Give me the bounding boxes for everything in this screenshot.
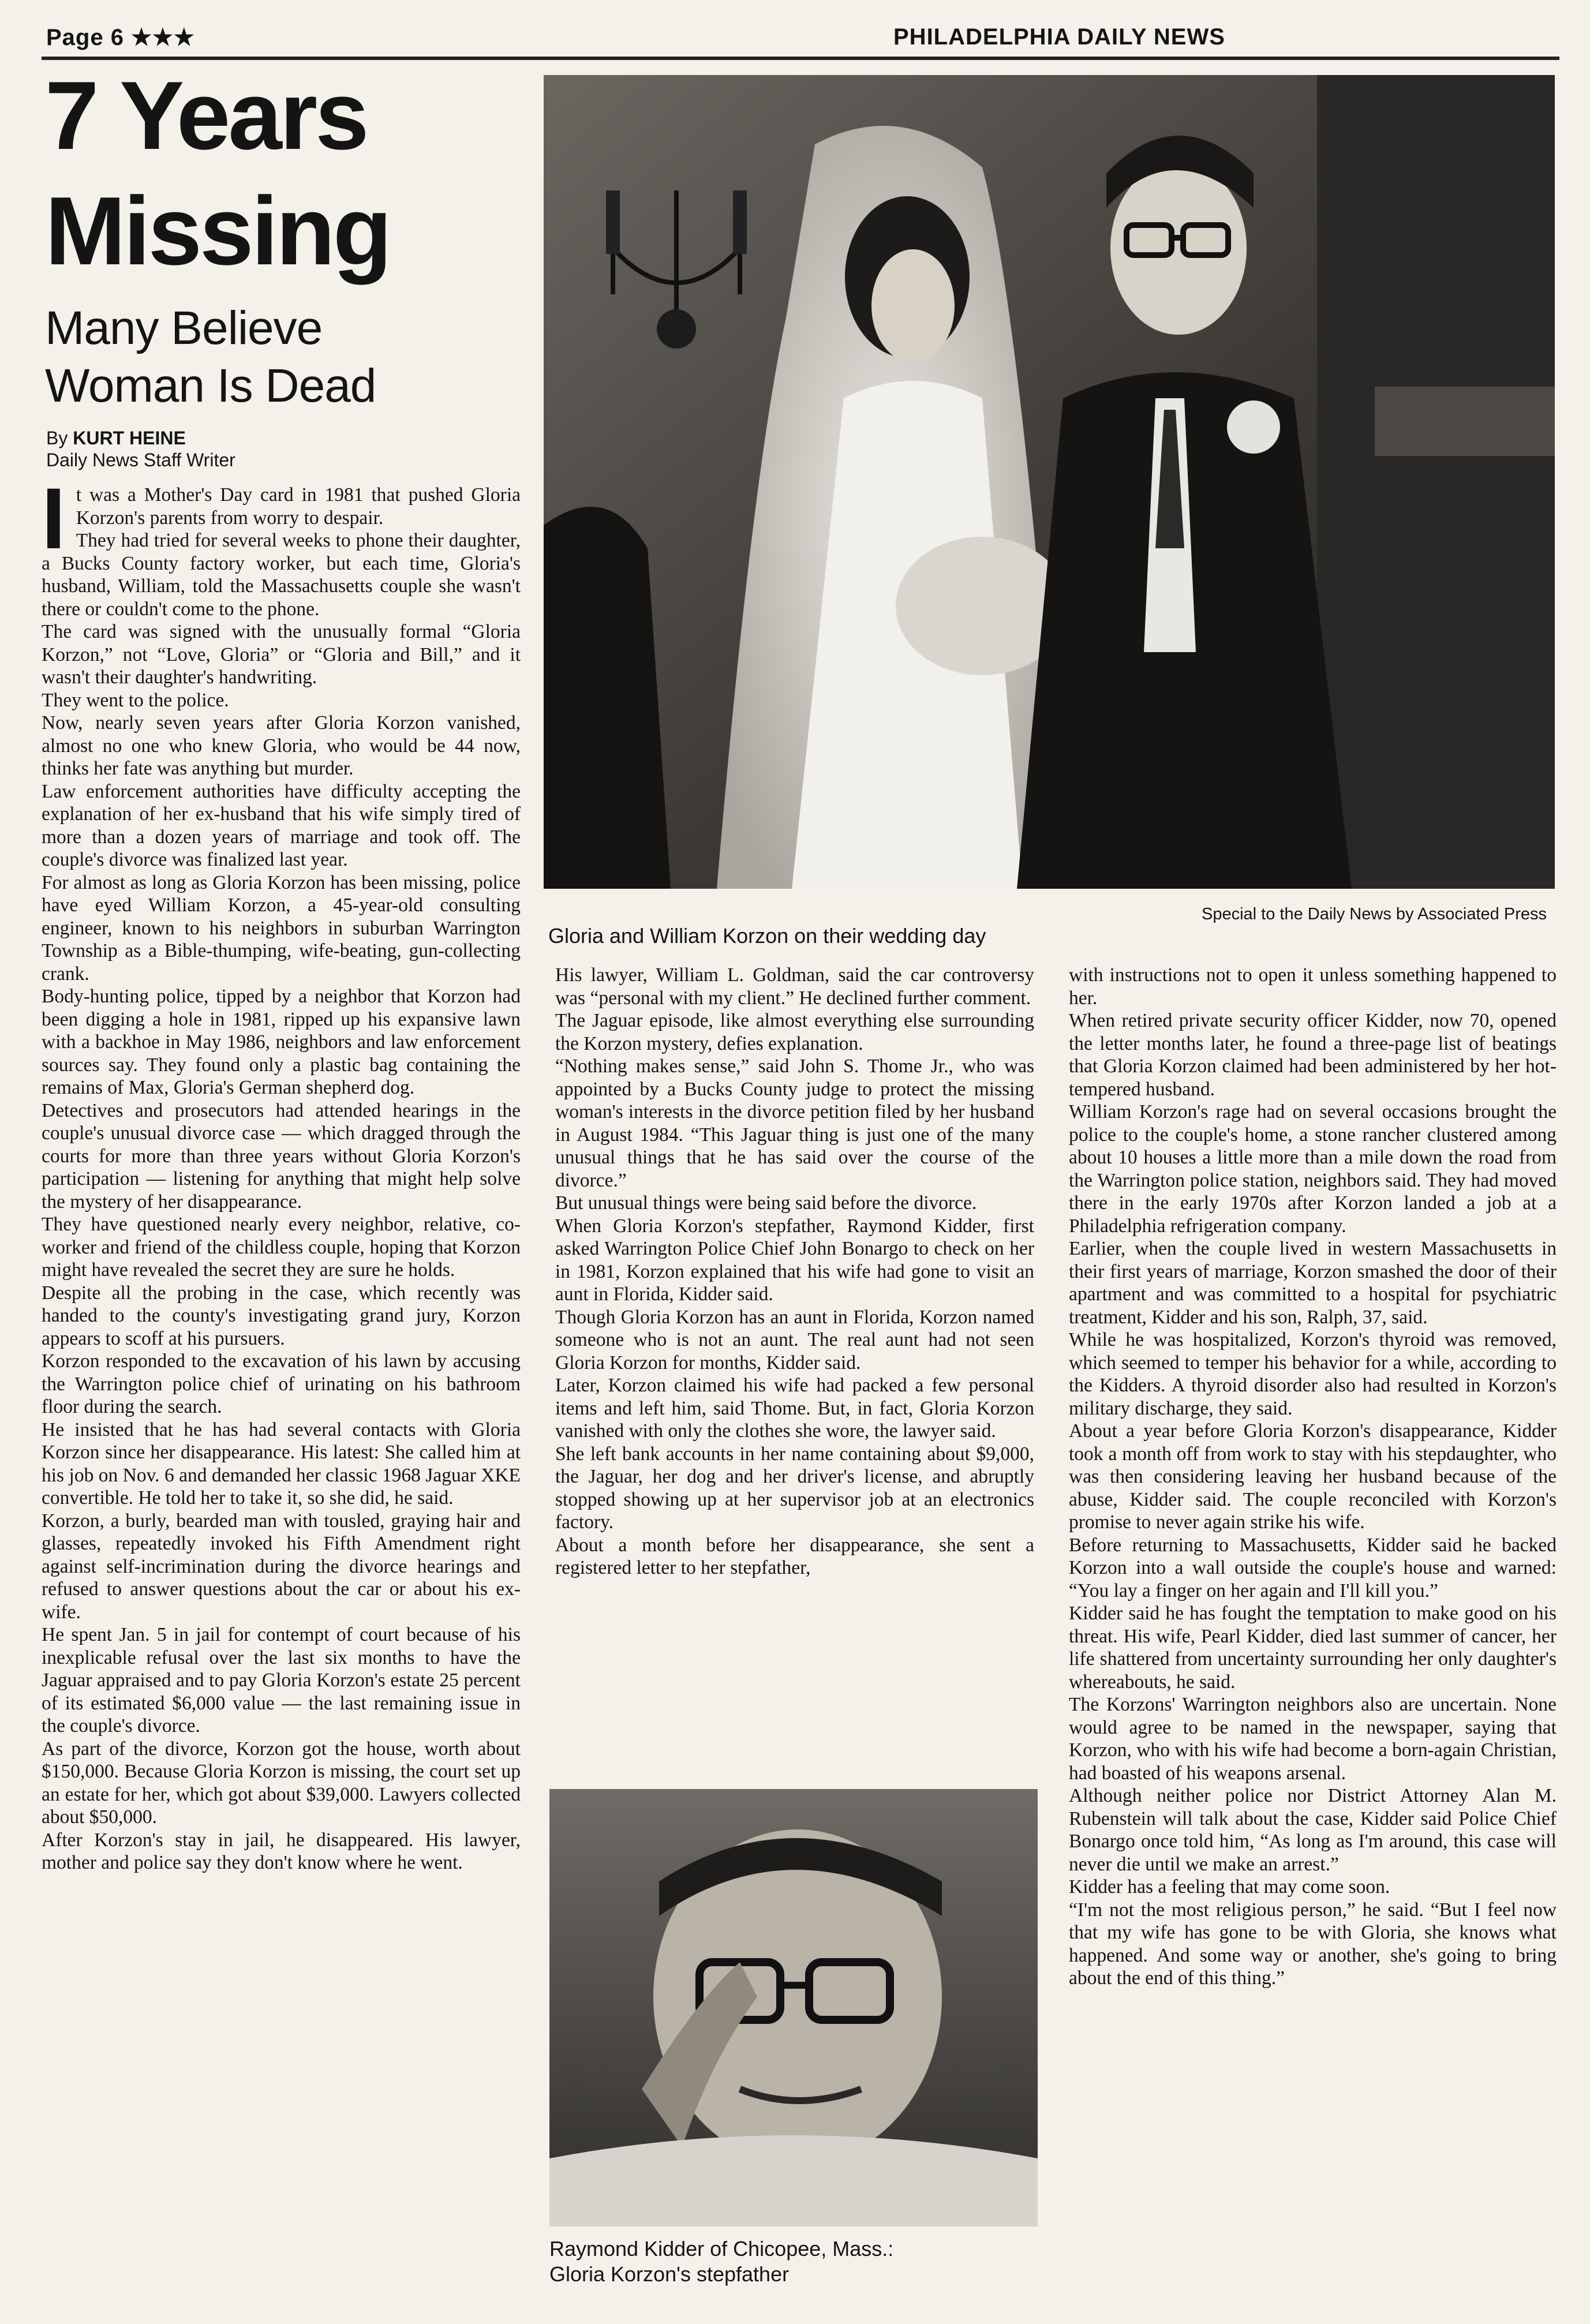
paragraph: Before returning to Massachusetts, Kidder said he backed Korzon into a wall outside the couple's house and warned: “You lay a finger on her again and I'll kill you.”	[1069, 1534, 1557, 1601]
paragraph: It was a Mother's Day card in 1981 that pushed Gloria Korzon's parents from worry to despair.	[42, 470, 521, 567]
paragraph: Despite all the probing in the case, which recently was handed to the county's investigating grand jury, Korzon appears to scoff at his pursuers.	[42, 1282, 521, 1349]
paragraph: But unusual things were being said before the divorce.	[555, 1192, 977, 1214]
subheadline-line-2: Woman Is Dead	[45, 360, 376, 412]
paragraph: They had tried for several weeks to phone their daughter, a Bucks County factory worker, but each time, Gloria's husband, William, told the Massachusetts couple she wasn't there or couldn't come to the phone.	[42, 530, 521, 620]
article-column-3	[1069, 964, 1557, 1990]
paragraph: Later, Korzon claimed his wife had packed a few personal items and left him, said Thome. But, in fact, Gloria Korzon vanished with only the clothes she wore, the lawyer said.	[555, 1375, 1034, 1442]
paragraph: Kidder said he has fought the temptation to make good on his threat. His wife, Pearl Kidder, died last summer of cancer, her life shattered from uncertainty surrounding her only daughter's whereabouts, he said.	[1069, 1603, 1557, 1693]
paragraph: He insisted that he has had several contacts with Gloria Korzon since her disappearance. His latest: She called him at his job on Nov. 6 and demanded her classic 1968 Jaguar XKE convertible. He told her to take it, so she did, he said.	[42, 1419, 521, 1509]
page-number	[46, 24, 195, 51]
paragraph: For almost as long as Gloria Korzon has been missing, police have eyed William Korzon, a 45-year-old consulting engineer, known to his neighbors in suburban Warrington Township as a Bible-thumping, wife-beating, gun-collecting crank.	[42, 871, 521, 985]
paragraph: They have questioned nearly every neighbor, relative, co-worker and friend of the childless couple, hoping that Korzon might have revealed the secret they are sure he holds.	[42, 1214, 521, 1281]
newspaper-name: PHILADELPHIA DAILY NEWS	[893, 24, 1225, 50]
paragraph: The card was signed with the unusually formal “Gloria Korzon,” not “Love, Gloria” or “Gloria and Bill,” and it wasn't their daughter's handwriting.	[42, 621, 521, 688]
kidder-photo	[549, 1789, 1038, 2226]
kidder-photo-image	[549, 1789, 1038, 2226]
byline-role: Daily News Staff Writer	[46, 450, 235, 470]
paragraph: About a month before her disappearance, she sent a registered letter to her stepfather,	[555, 1534, 1034, 1578]
paragraph: with instructions not to open it unless something happened to her.	[1069, 964, 1557, 1009]
kidder-caption-line-1: Raymond Kidder of Chicopee, Mass.:	[549, 2237, 894, 2261]
article-column-1	[42, 470, 521, 1874]
paragraph: Though Gloria Korzon has an aunt in Florida, Korzon named someone who is not an aunt. The real aunt had not seen Gloria Korzon for months, Kidder said.	[555, 1306, 1034, 1374]
paragraph: Detectives and prosecutors had attended hearings in the couple's unusual divorce case — which dragged through the courts for more than three years without Gloria Korzon's participation — listening for anything that might help solve the mystery of her disappearance.	[42, 1099, 521, 1212]
paragraph: The Jaguar episode, like almost everything else surrounding the Korzon mystery, defies explanation.	[555, 1010, 1034, 1054]
paragraph: Korzon responded to the excavation of his lawn by accusing the Warrington police chief of urinating on his bathroom floor during the search.	[42, 1350, 521, 1417]
paragraph: “Nothing makes sense,” said John S. Thome Jr., who was appointed by a Bucks County judge to protect the missing woman's interests in the divorce petition filed by her husband in August 1984. “This Jaguar thing is just one of the many unusual things that he has said over the course of the divorce.”	[555, 1056, 1034, 1191]
paragraph: When Gloria Korzon's stepfather, Raymond Kidder, first asked Warrington Police Chief John Bonargo to check on her in 1981, Korzon explained that his wife had gone to visit an aunt in Florida, Kidder said.	[555, 1215, 1034, 1305]
headline-line-1: 7 Years	[45, 61, 367, 170]
paragraph: When retired private security officer Kidder, now 70, opened the letter months later, he found a three-page list of beatings that Gloria Korzon claimed had been administered by her hot-tempered husband.	[1069, 1010, 1557, 1100]
subheadline-line-1: Many Believe	[45, 302, 323, 354]
paragraph: Although neither police nor District Attorney Alan M. Rubenstein will talk about the case, Kidder said Police Chief Bonargo once told him, “As long as I'm around, this case will never die until we make an arrest.”	[1069, 1785, 1557, 1875]
article-column-2	[555, 964, 1034, 1580]
stars: ★★★	[131, 25, 195, 50]
drop-cap: I	[42, 470, 66, 567]
wedding-photo	[544, 75, 1555, 889]
paragraph: They went to the police.	[42, 689, 229, 711]
paragraph: Body-hunting police, tipped by a neighbor that Korzon had been digging a hole in 1981, ripped up his expansive lawn with a backhoe in May 1986, neighbors and law enforcement sources say. They found only a plastic bag containing the remains of Max, Gloria's German shepherd dog.	[42, 986, 521, 1098]
photo-credit: Special to the Daily News by Associated Press	[1202, 905, 1547, 923]
kidder-caption	[549, 2236, 1038, 2287]
paragraph: He spent Jan. 5 in jail for contempt of court because of his inexplicable refusal over the last six months to have the Jaguar appraised and to pay Gloria Korzon's estate 25 percent of its estimated $6,000 value — the last remaining issue in the couple's divorce.	[42, 1624, 521, 1737]
paragraph: The Korzons' Warrington neighbors also are uncertain. None would agree to be named in the newspaper, saying that Korzon, who with his wife had become a born-again Christian, had boasted of his weapons arsenal.	[1069, 1694, 1557, 1784]
kidder-caption-line-2: Gloria Korzon's stepfather	[549, 2262, 790, 2286]
byline-author: KURT HEINE	[73, 428, 186, 448]
paragraph: Law enforcement authorities have difficulty accepting the explanation of her ex-husband that his wife simply tired of more than a dozen years of marriage and took off. The couple's divorce was finalized last year.	[42, 780, 521, 870]
header-rule	[42, 57, 1559, 60]
paragraph: Korzon, a burly, bearded man with tousled, graying hair and glasses, repeatedly invoked his Fifth Amendment right against self-incrimination during the divorce hearings and refused to answer questions about the car or about his ex-wife.	[42, 1510, 521, 1623]
wedding-photo-image	[544, 75, 1555, 889]
paragraph: As part of the divorce, Korzon got the house, worth about $150,000. Because Gloria Korzon is missing, the court set up an estate for her, which got about $39,000. Lawyers collected about $50,000.	[42, 1738, 521, 1828]
paragraph: Kidder has a feeling that may come soon.	[1069, 1876, 1390, 1898]
paragraph: William Korzon's rage had on several occasions brought the police to the couple's home, a stone rancher clustered among about 10 houses a little more than a mile down the road from the Warrington police station, neighbors said. They had moved there in the early 1970s after Korzon landed a job at a Philadelphia refrigeration company.	[1069, 1101, 1557, 1237]
paragraph: She left bank accounts in her name containing about $9,000, the Jaguar, her dog and her driver's license, and abruptly stopped showing up at her supervisor job at an electronics factory.	[555, 1443, 1034, 1533]
byline	[46, 427, 235, 471]
byline-by: By	[46, 428, 68, 448]
paragraph: Earlier, when the couple lived in western Massachusetts in their first years of marriage, Korzon smashed the door of their apartment and was committed to a hospital for psychiatric treatment, Kidder and his son, Ralph, 37, said.	[1069, 1238, 1557, 1328]
paragraph: After Korzon's stay in jail, he disappeared. His lawyer, mother and police say they don't know where he went.	[42, 1829, 521, 1873]
paragraph: Now, nearly seven years after Gloria Korzon vanished, almost no one who knew Gloria, who would be 44 now, thinks her fate was anything but murder.	[42, 712, 521, 779]
paragraph: “I'm not the most religious person,” he said. “But I feel now that my wife has gone to be with Gloria, she knows what happened. And some way or another, she's going to bring about the end of this thing.”	[1069, 1899, 1557, 1989]
wedding-caption: Gloria and William Korzon on their wedding day	[548, 924, 986, 948]
paragraph: About a year before Gloria Korzon's disappearance, Kidder took a month off from work to stay with his stepdaughter, who was then considering leaving her husband because of the abuse, Kidder said. The couple reconciled with Korzon's promise to never again strike his wife.	[1069, 1420, 1557, 1533]
page-label: Page 6	[46, 25, 124, 50]
paragraph: His lawyer, William L. Goldman, said the car controversy was “personal with my client.” He declined further comment.	[555, 964, 1034, 1009]
headline-line-2: Missing	[45, 177, 390, 285]
paragraph: While he was hospitalized, Korzon's thyroid was removed, which seemed to temper his behavior for a while, according to the Kidders. A thyroid disorder also had resulted in Korzon's military discharge, they said.	[1069, 1329, 1557, 1419]
